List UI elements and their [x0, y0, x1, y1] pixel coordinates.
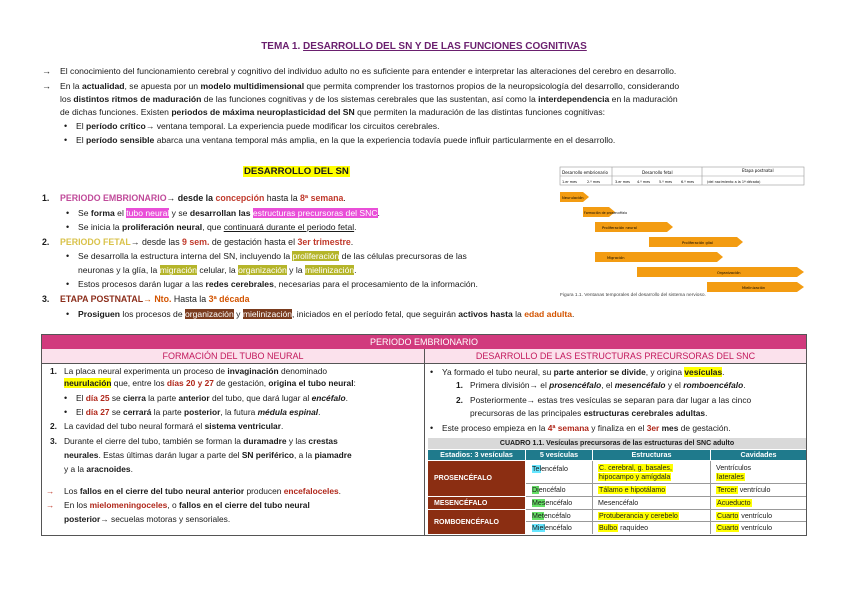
right-item-2: • Este proceso empieza en la 4ª semana y finaliza en el 3er mes de gestación.: [442, 422, 731, 434]
left-column-title: FORMACIÓN DEL TUBO NEURAL: [42, 349, 424, 363]
left-note-2-line-2: posterior→ secuelas motoras y sensoriales.: [64, 514, 231, 524]
vesicle-telencefalo: Telencéfalo: [532, 465, 568, 473]
arrow-icon: →: [42, 66, 51, 76]
structure-metencefalo: Protuberancia y cerebelo: [599, 512, 678, 520]
vesicle-mielencefalo: Mielencéfalo: [532, 524, 572, 532]
vesicles-table: [428, 438, 806, 534]
table-header: PERIODO EMBRIONARIO: [42, 335, 806, 349]
left-item-3-line-2: neurales. Estas últimas darán lugar a parte del SN periférico, a la piamadre: [64, 450, 352, 460]
left-note-2: → En los mielomeningoceles, o fallos en el cierre del tubo neural: [46, 500, 310, 510]
bullet-critical-period: • El período crítico→ ventana temporal. La experiencia puede modificar los circuitos cerebrales.: [76, 120, 440, 132]
svg-text:1.er mes: 1.er mes: [562, 180, 577, 184]
development-timeline-figure: [557, 164, 807, 304]
page-title: TEMA 1. DESARROLLO DEL SN Y DE LAS FUNCIONES COGNITIVAS: [261, 41, 587, 52]
svg-text:Mielinización: Mielinización: [742, 286, 766, 290]
intro-paragraph-1: → El conocimiento del funcionamiento cerebral y cognitivo del individuo adulto no es suficiente para entender e interpretar las alteraciones del cerebro en desarrollo.: [42, 66, 677, 76]
intro-paragraph-2-line-3: de dichas funciones. Existen periodos de máxima neuroplasticidad del SN que permiten la maduración de las distintas funciones cognitivas:: [60, 107, 606, 117]
col-header-stages: Estadios: 3 vesículas: [428, 450, 525, 460]
svg-text:3.er mes: 3.er mes: [615, 180, 630, 184]
bullet-sensitive-period: • El período sensible abarca una ventana temporal más amplia, en la que la experiencia todavía puede influir particularmente en el desarrollo.: [76, 134, 615, 146]
stage-postnatal-bullet: • Prosiguen los procesos de organización y mielinización, iniciados en el período fetal, que seguirán activos hasta la edad adulta.: [78, 308, 574, 320]
vesicle-diencefalo: Diencéfalo: [532, 486, 566, 494]
column-divider: [424, 349, 425, 535]
cavity-metencefalo: Cuarto ventrículo: [717, 512, 773, 520]
left-item-1-bullet-1: • El día 25 se cierra la parte anterior del tubo, que dará lugar al encéfalo.: [76, 392, 348, 404]
right-item-1: • Ya formado el tubo neural, su parte anterior se divide, y origina vesículas.: [442, 366, 724, 378]
vesicle-metencefalo: Metencéfalo: [532, 512, 571, 520]
header-divider: [42, 363, 806, 364]
arrow-icon: →: [42, 81, 51, 91]
svg-text:5.º mes: 5.º mes: [659, 180, 673, 184]
row-mesencefalo: MESENCÉFALO: [428, 497, 525, 509]
svg-text:Migración: Migración: [607, 256, 625, 260]
svg-text:Organización: Organización: [717, 271, 741, 275]
stage-embryonic-bullet-2: • Se inicia la proliferación neural, que continuará durante el periodo fetal.: [78, 221, 357, 233]
right-item-1-sub-1: 1. Primera división→ el prosencéfalo, el mesencéfalo y el romboencéfalo.: [456, 380, 746, 390]
svg-text:Neurulación: Neurulación: [562, 196, 584, 200]
vesicles-table-caption: CUADRO 1.1. Vesículas precursoras de las estructuras del SNC adulto: [428, 438, 806, 449]
stage-fetal: 2. PERIODO FETAL→ desde las 9 sem. de gestación hasta el 3er trimestre.: [42, 237, 354, 247]
structure-mielencefalo: Bulbo raquídeo: [599, 524, 649, 532]
figure-header-1: Desarrollo embrionario: [562, 170, 608, 175]
left-item-3-line-3: y a la aracnoides.: [64, 464, 133, 474]
section-title: DESARROLLO DEL SN: [244, 166, 349, 177]
cavity-mielencefalo: Cuarto ventrículo: [717, 524, 773, 532]
svg-text:2.º mes: 2.º mes: [587, 180, 601, 184]
stage-fetal-bullet-1: • Se desarrolla la estructura interna del SN, incluyendo la proliferación de las células precursoras de las: [78, 250, 467, 262]
figure-caption: Figura 1.1. Ventanas temporales del desarrollo del sistema nervioso.: [560, 293, 706, 298]
intro-paragraph-2-line-2: los distintos ritmos de maduración de las funciones cognitivas y de los sistemas cerebrales que las sustentan, así como la interdependencia en la maduración: [60, 94, 678, 104]
structure-telencefalo: C. cerebral, g. basales, hipocampo y amígdala: [599, 464, 672, 481]
right-column-title: DESARROLLO DE LAS ESTRUCTURAS PRECURSORAS DEL SNC: [425, 349, 806, 363]
stage-embryonic-bullet-1: • Se forma el tubo neural y se desarrollan las estructuras precursoras del SNC.: [78, 207, 380, 219]
col-header-cavities: Cavidades: [711, 450, 806, 460]
svg-text:Proliferación glial: Proliferación glial: [682, 241, 713, 245]
svg-text:6.º mes: 6.º mes: [681, 180, 695, 184]
left-item-3: 3. Durante el cierre del tubo, también se forman la duramadre y las crestas: [50, 436, 338, 446]
arrow-icon: →: [46, 486, 55, 496]
right-item-1-sub-2-line-2: precursoras de las principales estructuras cerebrales adultas.: [470, 408, 708, 418]
cavity-diencefalo: Tercer ventrículo: [717, 486, 771, 494]
cavity-mesencefalo: Acueducto: [717, 499, 751, 507]
right-item-1-sub-2: 2. Posteriormente→ estas tres vesículas se separan para dar lugar a las cinco: [456, 395, 752, 405]
row-prosencefalo: PROSENCÉFALO: [428, 461, 525, 496]
stage-fetal-bullet-2: • Estos procesos darán lugar a las redes cerebrales, necesarias para el procesamiento de la información.: [78, 278, 478, 290]
col-header-structures: Estructuras: [593, 450, 710, 460]
figure-header-3: Etapa postnatal: [742, 168, 774, 173]
cavity-telencefalo: Ventrículos laterales: [716, 464, 752, 481]
row-romboencefalo: ROMBOENCÉFALO: [428, 510, 525, 534]
timeline-svg: [557, 164, 807, 294]
stage-embryonic: 1. PERIODO EMBRIONARIO→ desde la concepción hasta la 8ª semana.: [42, 193, 346, 203]
left-item-2: 2. La cavidad del tubo neural formará el sistema ventricular.: [50, 421, 284, 431]
left-item-1-bullet-2: • El día 27 se cerrará la parte posterior, la futura médula espinal.: [76, 406, 320, 418]
structure-mesencefalo: Mesencéfalo: [598, 499, 639, 507]
arrow-icon: →: [46, 500, 55, 510]
structure-diencefalo: Tálamo e hipotálamo: [599, 486, 666, 494]
stage-fetal-bullet-1-line-2: neuronas y la glía, la migración celular, la organización y la mielinización.: [78, 265, 357, 275]
left-item-1: 1. La placa neural experimenta un proceso de invaginación denominado: [50, 366, 328, 376]
svg-text:Proliferación neural: Proliferación neural: [602, 226, 637, 230]
left-note-1: → Los fallos en el cierre del tubo neural anterior producen encefaloceles.: [46, 486, 341, 496]
intro-paragraph-2: → En la actualidad, se apuesta por un modelo multidimensional que permita comprender los trastornos propios de la neuropsicología del desarrollo, considerando: [42, 81, 680, 91]
left-item-1-line-2: neurulación que, entre los días 20 y 27 de gestación, origina el tubo neural:: [64, 378, 356, 388]
vesicle-mesencefalo: Mesencéfalo: [532, 499, 573, 507]
svg-text:Formación de prosencéfalo: Formación de prosencéfalo: [584, 211, 628, 215]
col-header-5-vesicles: 5 vesículas: [526, 450, 592, 460]
svg-text:4.º mes: 4.º mes: [637, 180, 651, 184]
figure-header-2: Desarrollo fetal: [642, 170, 673, 175]
stage-postnatal: 3. ETAPA POSTNATAL→ Nto. Hasta la 3ª década: [42, 294, 250, 304]
figure-header-3b: (del nacimiento a la 1ª década): [707, 180, 761, 184]
